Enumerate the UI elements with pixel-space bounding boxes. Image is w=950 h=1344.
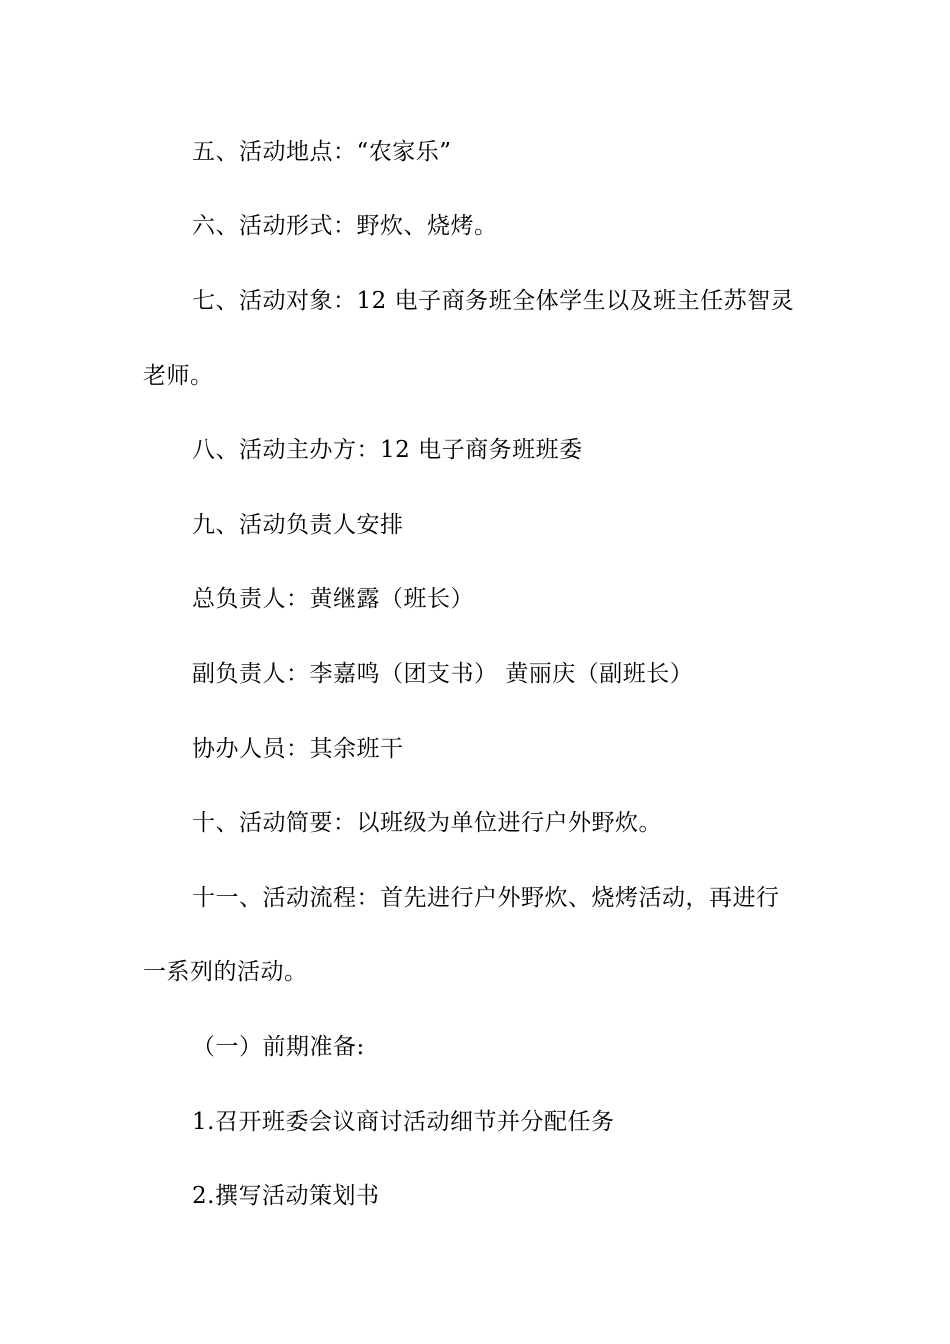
chief-responsible: 总负责人：黄继露（班长） — [192, 586, 474, 612]
section-7-participants-cont: 老师。 — [143, 363, 214, 389]
section-6-format: 六、活动形式：野炊、烧烤。 — [192, 213, 498, 239]
deputy-responsible: 副负责人：李嘉鸣（团支书） 黄丽庆（副班长） — [192, 661, 694, 687]
section-11-process: 十一、活动流程：首先进行户外野炊、烧烤活动，再进行 — [192, 885, 780, 911]
prep-item-2: 2.撰写活动策划书 — [192, 1183, 380, 1209]
section-8-organizer: 八、活动主办方：12 电子商务班班委 — [192, 437, 583, 463]
subsection-preparation: （一）前期准备: — [192, 1034, 365, 1060]
section-9-responsible: 九、活动负责人安排 — [192, 512, 404, 538]
section-11-process-cont: 一系列的活动。 — [143, 959, 308, 985]
section-10-summary: 十、活动简要：以班级为单位进行户外野炊。 — [192, 810, 662, 836]
assistant-staff: 协办人员：其余班干 — [192, 736, 404, 762]
section-7-participants: 七、活动对象：12 电子商务班全体学生以及班主任苏智灵 — [192, 288, 795, 314]
prep-item-1: 1.召开班委会议商讨活动细节并分配任务 — [192, 1109, 615, 1135]
section-5-venue: 五、活动地点：“农家乐” — [192, 139, 452, 165]
